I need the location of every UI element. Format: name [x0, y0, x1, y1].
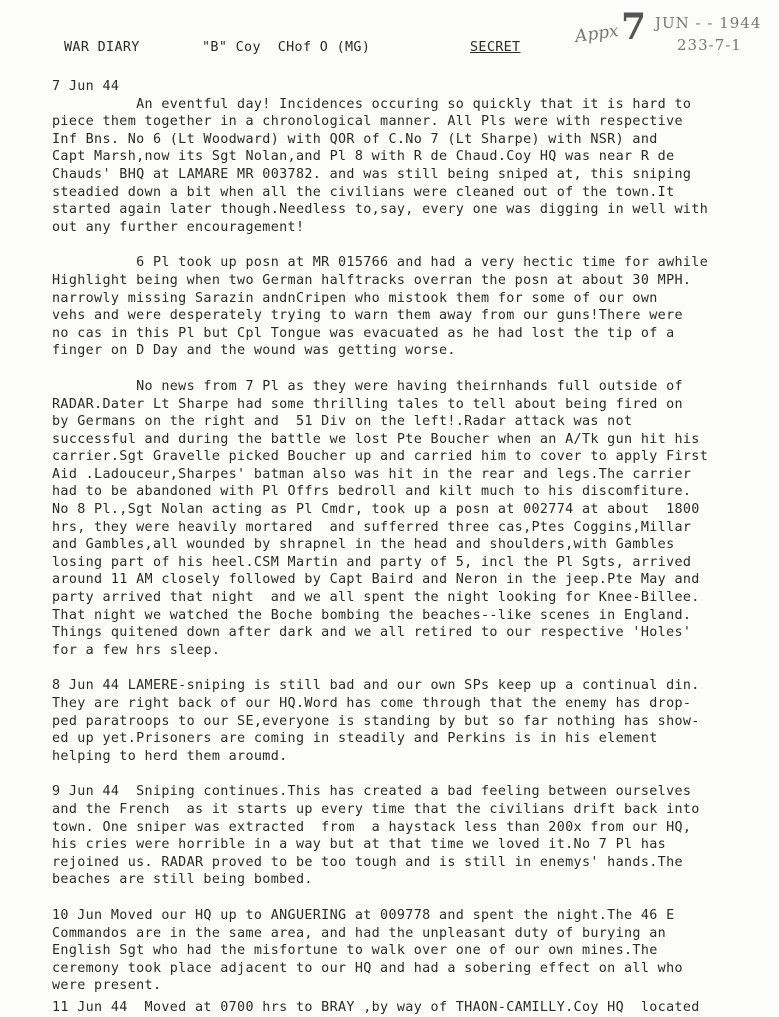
diary-line: started again later though.Needless to,say, every one was digging in well with	[52, 202, 709, 218]
diary-line: ped paratroops to our SE,everyone is standing by but so far nothing has show-	[52, 713, 700, 729]
unit-heading: "B" Coy CHof O (MG)	[202, 40, 371, 55]
diary-line: Aid .Ladouceur,Sharpes' batman also was hit in the rear and legs.The carrier	[52, 466, 692, 482]
diary-line: steadied down a bit when all the civilians were cleaned out of the town.It	[52, 184, 675, 200]
diary-paragraph	[52, 254, 772, 360]
diary-line: Inf Bns. No 6 (Lt Woodward) with QOR of C.No 7 (Lt Sharpe) with NSR) and	[52, 131, 658, 147]
diary-line: narrowly missing Sarazin andnCripen who mistook them for some of our own	[52, 290, 658, 306]
diary-line: Chauds' BHQ at LAMARE MR 003782. and was still being sniped at, this sniping	[52, 166, 692, 182]
diary-line: had to be abandoned with Pl Offrs bedroll and kilt much to his discomfiture.	[52, 484, 692, 500]
diary-line: for a few hrs sleep.	[52, 642, 221, 658]
classification-heading: SECRET	[470, 40, 521, 55]
stamp-reference: 233-7-1	[677, 36, 742, 54]
diary-line: and the French as it starts up every time that the civilians drift back into	[52, 801, 700, 817]
diary-line: 6 Pl took up posn at MR 015766 and had a very hectic time for awhile	[52, 255, 709, 271]
diary-paragraph	[52, 78, 772, 236]
diary-line: hrs, they were heavily mortared and sufferred three cas,Ptes Coggins,Millar	[52, 519, 692, 535]
diary-line: 11 Jun 44 Moved at 0700 hrs to BRAY ,by way of THAON-CAMILLY.Coy HQ located	[52, 999, 700, 1015]
diary-line: Capt Marsh,now its Sgt Nolan,and Pl 8 with R de Chaud.Coy HQ was near R de	[52, 149, 675, 165]
diary-paragraph	[52, 783, 772, 889]
diary-body	[52, 78, 772, 1017]
diary-line: carrier.Sgt Gravelle picked Boucher up and carried him to cover to apply First	[52, 449, 709, 465]
diary-line: rejoined us. RADAR proved to be too tough and is still in enemys' hands.The	[52, 854, 683, 870]
diary-paragraph	[52, 677, 772, 765]
diary-line: ceremony took place adjacent to our HQ and had a sobering effect on all who	[52, 960, 683, 976]
diary-line: out any further encouragement!	[52, 219, 305, 235]
diary-line: vehs and were desperately trying to warn them away from our guns!There were	[52, 308, 683, 324]
diary-line: 10 Jun Moved our HQ up to ANGUERING at 009778 and spent the night.The 46 E	[52, 907, 675, 923]
diary-line: his cries were horrible in a way but at that time we loved it.No 7 Pl has	[52, 837, 667, 853]
diary-line: finger on D Day and the wound was getting worse.	[52, 343, 456, 359]
war-diary-heading: WAR DIARY	[64, 40, 140, 55]
diary-line: Things quitened down after dark and we all retired to our respective 'Holes'	[52, 625, 692, 641]
diary-paragraph	[52, 907, 772, 995]
stamp-date: JUN - - 1944	[655, 14, 762, 32]
diary-line: and Gambles,all wounded by shrapnel in the head and shoulders,with Gambles	[52, 537, 675, 553]
diary-line: No 8 Pl.,Sgt Nolan acting as Pl Cmdr, took up a posn at 002774 at about 1800	[52, 502, 700, 518]
diary-line: 9 Jun 44 Sniping continues.This has created a bad feeling between ourselves	[52, 784, 692, 800]
diary-line: around 11 AM closely followed by Capt Baird and Neron in the jeep.Pte May and	[52, 572, 700, 588]
diary-line: losing part of his heel.CSM Martin and party of 5, incl the Pl Sgts, arrived	[52, 554, 692, 570]
diary-line: piece them together in a chronological manner. All Pls were with respective	[52, 114, 683, 130]
appendix-label: Appx	[573, 21, 620, 47]
diary-line: no cas in this Pl but Cpl Tongue was evacuated as he had lost the tip of a	[52, 325, 675, 341]
diary-line: 7 Jun 44	[52, 79, 120, 94]
diary-line: by Germans on the right and 51 Div on the left!.Radar attack was not	[52, 414, 633, 430]
diary-line: They are right back of our HQ.Word has come through that the enemy has drop-	[52, 696, 692, 711]
diary-paragraph	[52, 999, 772, 1017]
diary-line: beaches are still being bombed.	[52, 872, 313, 888]
diary-line: That night we watched the Boche bombing the beaches--like scenes in England.	[52, 607, 692, 623]
appendix-number: 7	[621, 6, 647, 48]
diary-line: town. One sniper was extracted from a haystack less than 200x from our HQ,	[52, 819, 692, 835]
diary-line: English Sgt who had the misfortune to walk over one of our own mines.The	[52, 943, 658, 959]
diary-line: ed up yet.Prisoners are coming in steadily and Perkins is in his element	[52, 731, 658, 747]
diary-line: successful and during the battle we lost Pte Boucher when an A/Tk gun hit his	[52, 431, 700, 447]
diary-paragraph	[52, 378, 772, 660]
diary-line: Highlight being when two German halftracks overran the posn at about 30 MPH.	[52, 272, 692, 288]
diary-line: helping to herd them aroumd.	[52, 748, 288, 764]
diary-line: 8 Jun 44 LAMERE-sniping is still bad and our own SPs keep up a continual din.	[52, 678, 700, 694]
diary-line: RADAR.Dater Lt Sharpe had some thrilling tales to tell about being fired on	[52, 396, 683, 412]
diary-line: No news from 7 Pl as they were having theirnhands full outside of	[52, 378, 683, 394]
diary-line: An eventful day! Incidences occuring so quickly that it is hard to	[52, 96, 692, 112]
diary-line: party arrived that night and we all spent the night looking for Knee-Billee.	[52, 590, 700, 606]
diary-line: Commandos are in the same area, and had the unpleasant duty of burying an	[52, 925, 667, 941]
diary-line: were present.	[52, 978, 162, 994]
